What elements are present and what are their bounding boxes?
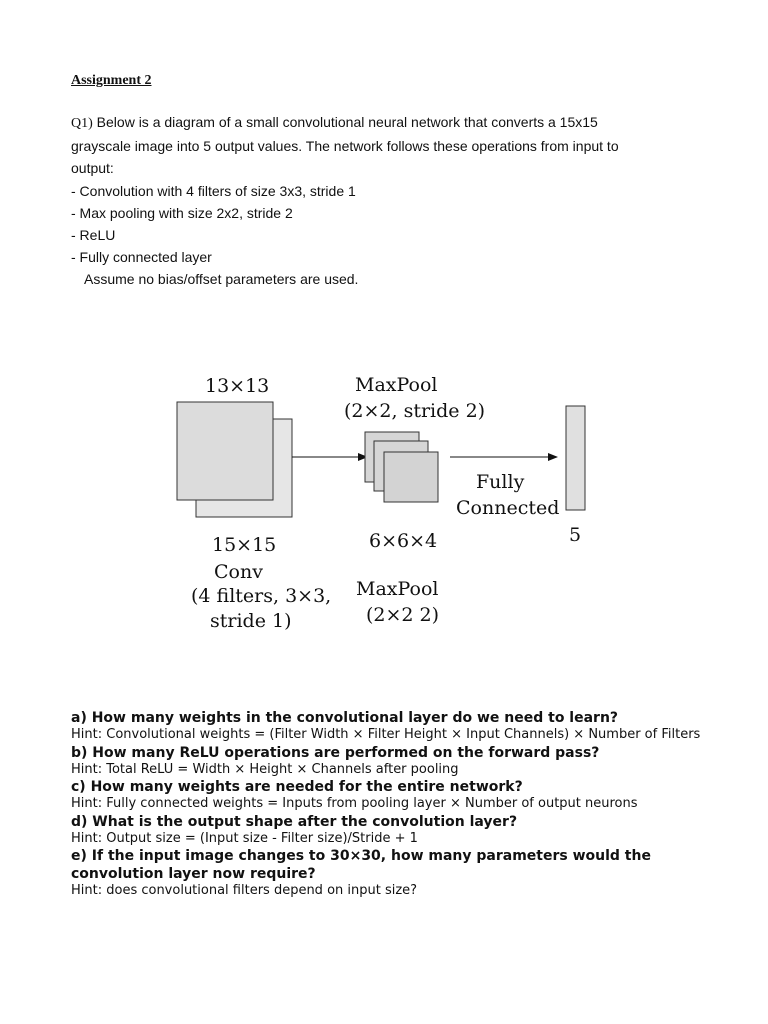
intro-text-1: Below is a diagram of a small convolutional neural network that converts a 15x15 xyxy=(92,114,598,130)
output-vector xyxy=(566,406,585,510)
label-13x13: 13×13 xyxy=(205,375,270,397)
hint-d: Hint: Output size = (Input size - Filter size)/Stride + 1 xyxy=(71,830,418,846)
op-item-maxpool: - Max pooling with size 2x2, stride 2 xyxy=(71,204,293,221)
assignment-title: Assignment 2 xyxy=(71,73,152,88)
label-conv-params-1: (4 filters, 3×3, xyxy=(191,585,332,607)
label-conv: Conv xyxy=(214,561,263,583)
question-number: Q1) xyxy=(71,116,93,131)
label-maxpool-bottom: MaxPool xyxy=(356,578,439,600)
label-fully: Fully xyxy=(476,471,525,493)
question-a: a) How many weights in the convolutional layer do we need to learn? xyxy=(71,710,619,726)
label-output-5: 5 xyxy=(569,524,582,546)
conv-map-front xyxy=(177,402,273,500)
hint-c: Hint: Fully connected weights = Inputs from pooling layer × Number of output neurons xyxy=(71,796,638,811)
label-maxpool-top: MaxPool xyxy=(355,374,438,396)
label-maxpool-top-params: (2×2, stride 2) xyxy=(344,400,486,422)
assumption-note: Assume no bias/offset parameters are used. xyxy=(84,271,359,288)
pool-map-3 xyxy=(384,452,438,502)
question-intro xyxy=(71,111,711,291)
cnn-diagram xyxy=(95,295,655,680)
question-d: d) What is the output shape after the convolution layer? xyxy=(71,813,518,830)
hint-b: Hint: Total ReLU = Width × Height × Channels after pooling xyxy=(71,761,459,777)
question-c: c) How many weights are needed for the entire network? xyxy=(71,779,523,795)
intro-line-2: grayscale image into 5 output values. The network follows these operations from input to xyxy=(71,138,619,155)
question-list xyxy=(71,709,711,900)
intro-line-3: output: xyxy=(71,160,114,177)
label-15x15: 15×15 xyxy=(212,534,277,556)
hint-a: Hint: Convolutional weights = (Filter Width × Filter Height × Input Channels) × Number of Filters xyxy=(71,727,701,742)
op-item-conv: - Convolution with 4 filters of size 3x3, stride 1 xyxy=(71,182,356,199)
question-e: e) If the input image changes to 30×30, how many parameters would the convolution layer now require? xyxy=(71,848,651,882)
op-item-relu: - ReLU xyxy=(71,227,116,244)
question-b: b) How many ReLU operations are performed on the forward pass? xyxy=(71,744,600,761)
cnn-diagram-svg xyxy=(95,295,655,680)
label-connected: Connected xyxy=(456,497,560,519)
op-item-fc: - Fully connected layer xyxy=(71,249,212,266)
intro-line-1 xyxy=(71,111,711,135)
label-conv-params-2: stride 1) xyxy=(210,610,292,632)
hint-e: Hint: does convolutional filters depend on input size? xyxy=(71,883,418,898)
label-maxpool-bottom-params: (2×2 2) xyxy=(366,604,440,626)
label-6x6x4: 6×6×4 xyxy=(369,530,438,552)
